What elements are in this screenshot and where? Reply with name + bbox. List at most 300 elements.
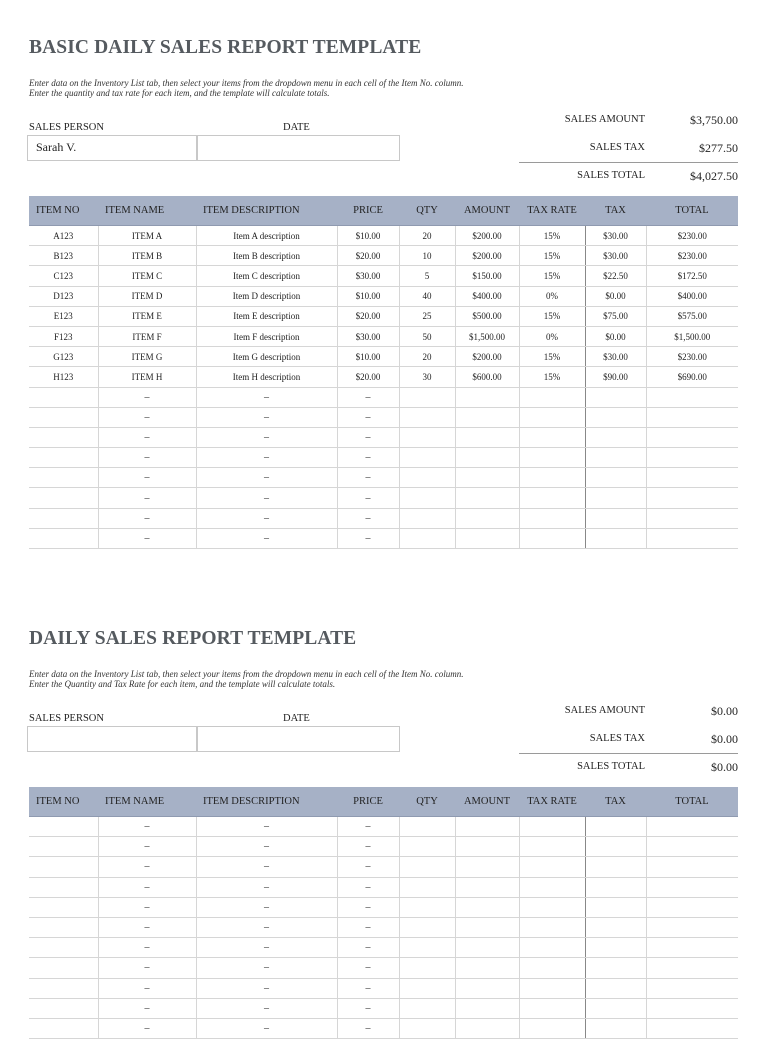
sales-amount-value: $3,750.00: [690, 113, 738, 127]
cell-tax[interactable]: $22.50: [585, 266, 646, 286]
cell-item-no[interactable]: [29, 877, 98, 897]
sales-tax-row: [519, 727, 738, 754]
cell-amount[interactable]: $150.00: [455, 266, 519, 286]
cell-total[interactable]: [646, 857, 738, 877]
cell-price[interactable]: $10.00: [337, 226, 399, 246]
cell-tax-rate[interactable]: [519, 817, 585, 837]
table-row: [29, 468, 738, 488]
cell-item-description[interactable]: Item E description: [196, 306, 337, 326]
cell-price[interactable]: –: [337, 407, 399, 427]
cell-tax-rate[interactable]: [519, 938, 585, 958]
cell-price[interactable]: –: [337, 448, 399, 468]
cell-tax[interactable]: [585, 468, 646, 488]
table-row: [29, 326, 738, 346]
cell-total[interactable]: [646, 897, 738, 917]
cell-total[interactable]: [646, 468, 738, 488]
cell-total[interactable]: [646, 488, 738, 508]
column-header-price: PRICE: [337, 196, 399, 226]
cell-item-name[interactable]: –: [98, 448, 196, 468]
cell-item-description[interactable]: Item F description: [196, 326, 337, 346]
cell-tax-rate[interactable]: [519, 427, 585, 447]
cell-tax[interactable]: [585, 387, 646, 407]
cell-tax-rate[interactable]: 15%: [519, 347, 585, 367]
cell-price[interactable]: –: [337, 468, 399, 488]
cell-tax-rate[interactable]: [519, 857, 585, 877]
cell-item-description[interactable]: –: [196, 528, 337, 548]
cell-qty[interactable]: 40: [399, 286, 455, 306]
cell-item-no[interactable]: D123: [29, 286, 98, 306]
cell-price[interactable]: –: [337, 817, 399, 837]
table-row: [29, 367, 738, 387]
cell-total[interactable]: [646, 958, 738, 978]
table-row: [29, 998, 738, 1018]
cell-tax[interactable]: [585, 448, 646, 468]
cell-item-no[interactable]: C123: [29, 266, 98, 286]
cell-item-no[interactable]: [29, 488, 98, 508]
cell-item-description[interactable]: –: [196, 488, 337, 508]
cell-qty[interactable]: [399, 468, 455, 488]
cell-tax-rate[interactable]: 15%: [519, 367, 585, 387]
cell-qty[interactable]: [399, 407, 455, 427]
cell-price[interactable]: $20.00: [337, 306, 399, 326]
cell-item-name[interactable]: –: [98, 938, 196, 958]
cell-item-no[interactable]: [29, 857, 98, 877]
cell-amount[interactable]: $1,500.00: [455, 326, 519, 346]
cell-tax[interactable]: [585, 978, 646, 998]
report-title: DAILY SALES REPORT TEMPLATE: [29, 628, 357, 649]
cell-total[interactable]: [646, 938, 738, 958]
cell-amount[interactable]: [455, 897, 519, 917]
table-row: [29, 837, 738, 857]
cell-qty[interactable]: 10: [399, 246, 455, 266]
cell-qty[interactable]: 20: [399, 347, 455, 367]
cell-price[interactable]: –: [337, 978, 399, 998]
column-header-qty: QTY: [399, 196, 455, 226]
cell-item-description[interactable]: Item B description: [196, 246, 337, 266]
cell-total[interactable]: $230.00: [646, 347, 738, 367]
cell-item-description[interactable]: –: [196, 387, 337, 407]
cell-price[interactable]: –: [337, 488, 399, 508]
column-header-tax: TAX: [585, 787, 646, 817]
cell-item-no[interactable]: [29, 837, 98, 857]
column-header-tax-rate: TAX RATE: [519, 787, 585, 817]
cell-item-name[interactable]: ITEM A: [98, 226, 196, 246]
cell-tax-rate[interactable]: 15%: [519, 226, 585, 246]
cell-item-description[interactable]: –: [196, 978, 337, 998]
cell-amount[interactable]: [455, 407, 519, 427]
cell-amount[interactable]: [455, 468, 519, 488]
cell-amount[interactable]: $200.00: [455, 246, 519, 266]
cell-item-no[interactable]: [29, 528, 98, 548]
cell-tax[interactable]: $90.00: [585, 367, 646, 387]
cell-item-no[interactable]: A123: [29, 226, 98, 246]
cell-price[interactable]: $20.00: [337, 246, 399, 266]
cell-qty[interactable]: 50: [399, 326, 455, 346]
cell-tax-rate[interactable]: [519, 488, 585, 508]
cell-item-description[interactable]: –: [196, 938, 337, 958]
cell-item-name[interactable]: –: [98, 407, 196, 427]
cell-price[interactable]: –: [337, 1018, 399, 1038]
cell-tax-rate[interactable]: [519, 917, 585, 937]
cell-tax[interactable]: [585, 817, 646, 837]
cell-qty[interactable]: [399, 998, 455, 1018]
table-row: [29, 528, 738, 548]
cell-amount[interactable]: [455, 917, 519, 937]
cell-item-name[interactable]: –: [98, 468, 196, 488]
cell-amount[interactable]: [455, 387, 519, 407]
table-header-row: [29, 196, 738, 226]
sales-total-row: [519, 164, 738, 192]
cell-price[interactable]: –: [337, 897, 399, 917]
date-field[interactable]: [197, 726, 400, 752]
cell-qty[interactable]: [399, 877, 455, 897]
cell-item-no[interactable]: H123: [29, 367, 98, 387]
cell-amount[interactable]: [455, 488, 519, 508]
cell-item-no[interactable]: [29, 938, 98, 958]
cell-amount[interactable]: [455, 1018, 519, 1038]
cell-item-description[interactable]: Item H description: [196, 367, 337, 387]
cell-total[interactable]: [646, 427, 738, 447]
column-header-total: TOTAL: [646, 787, 738, 817]
cell-item-name[interactable]: –: [98, 508, 196, 528]
cell-item-name[interactable]: –: [98, 387, 196, 407]
cell-item-no[interactable]: [29, 387, 98, 407]
cell-tax-rate[interactable]: 15%: [519, 306, 585, 326]
cell-amount[interactable]: [455, 528, 519, 548]
cell-item-name[interactable]: –: [98, 897, 196, 917]
cell-total[interactable]: $230.00: [646, 246, 738, 266]
cell-amount[interactable]: $400.00: [455, 286, 519, 306]
cell-total[interactable]: [646, 998, 738, 1018]
cell-qty[interactable]: [399, 387, 455, 407]
cell-item-name[interactable]: –: [98, 877, 196, 897]
cell-item-description[interactable]: –: [196, 427, 337, 447]
cell-tax-rate[interactable]: [519, 528, 585, 548]
date-field[interactable]: [197, 135, 400, 161]
cell-total[interactable]: $575.00: [646, 306, 738, 326]
cell-qty[interactable]: [399, 1018, 455, 1038]
cell-amount[interactable]: [455, 857, 519, 877]
cell-total[interactable]: $172.50: [646, 266, 738, 286]
cell-item-description[interactable]: –: [196, 897, 337, 917]
cell-tax[interactable]: [585, 958, 646, 978]
cell-price[interactable]: –: [337, 857, 399, 877]
cell-item-name[interactable]: –: [98, 917, 196, 937]
cell-qty[interactable]: [399, 508, 455, 528]
cell-total[interactable]: [646, 407, 738, 427]
cell-price[interactable]: $10.00: [337, 286, 399, 306]
cell-tax-rate[interactable]: [519, 998, 585, 1018]
table-row: [29, 958, 738, 978]
cell-item-no[interactable]: [29, 917, 98, 937]
cell-item-name[interactable]: ITEM H: [98, 367, 196, 387]
cell-qty[interactable]: 5: [399, 266, 455, 286]
cell-item-no[interactable]: [29, 897, 98, 917]
table-row: [29, 387, 738, 407]
sales-total-value: $0.00: [711, 760, 738, 774]
cell-qty[interactable]: [399, 958, 455, 978]
instructions: [29, 669, 464, 689]
column-header-item-description: ITEM DESCRIPTION: [196, 787, 337, 817]
cell-item-name[interactable]: –: [98, 958, 196, 978]
cell-tax[interactable]: [585, 877, 646, 897]
table-row: [29, 226, 738, 246]
cell-item-no[interactable]: [29, 448, 98, 468]
cell-item-name[interactable]: ITEM C: [98, 266, 196, 286]
table-row: [29, 488, 738, 508]
cell-total[interactable]: [646, 448, 738, 468]
cell-item-description[interactable]: –: [196, 958, 337, 978]
cell-price[interactable]: $20.00: [337, 367, 399, 387]
table-row: [29, 427, 738, 447]
cell-item-no[interactable]: [29, 407, 98, 427]
cell-total[interactable]: $1,500.00: [646, 326, 738, 346]
cell-tax-rate[interactable]: [519, 978, 585, 998]
cell-tax[interactable]: $30.00: [585, 347, 646, 367]
cell-tax[interactable]: [585, 528, 646, 548]
cell-price[interactable]: –: [337, 528, 399, 548]
cell-price[interactable]: –: [337, 958, 399, 978]
cell-qty[interactable]: [399, 917, 455, 937]
cell-price[interactable]: –: [337, 387, 399, 407]
cell-tax[interactable]: [585, 917, 646, 937]
cell-tax-rate[interactable]: [519, 448, 585, 468]
cell-tax-rate[interactable]: [519, 468, 585, 488]
cell-item-description[interactable]: Item A description: [196, 226, 337, 246]
column-header-amount: AMOUNT: [455, 196, 519, 226]
sales-tax-value: $0.00: [711, 732, 738, 746]
sales-table: [29, 787, 738, 1039]
report-title: BASIC DAILY SALES REPORT TEMPLATE: [29, 37, 422, 58]
cell-amount[interactable]: [455, 448, 519, 468]
cell-tax-rate[interactable]: [519, 958, 585, 978]
instruction-line-2: Enter the Quantity and Tax Rate for each item, and the template will calculate totals.: [29, 679, 336, 689]
cell-price[interactable]: –: [337, 877, 399, 897]
column-header-tax-rate: TAX RATE: [519, 196, 585, 226]
cell-amount[interactable]: [455, 508, 519, 528]
cell-item-description[interactable]: –: [196, 837, 337, 857]
cell-tax-rate[interactable]: [519, 837, 585, 857]
cell-amount[interactable]: $600.00: [455, 367, 519, 387]
column-header-item-name: ITEM NAME: [98, 787, 196, 817]
cell-qty[interactable]: [399, 837, 455, 857]
cell-price[interactable]: –: [337, 427, 399, 447]
cell-item-name[interactable]: –: [98, 817, 196, 837]
cell-item-name[interactable]: –: [98, 857, 196, 877]
cell-item-name[interactable]: –: [98, 427, 196, 447]
cell-item-name[interactable]: ITEM B: [98, 246, 196, 266]
cell-item-no[interactable]: [29, 817, 98, 837]
cell-qty[interactable]: [399, 857, 455, 877]
table-row: [29, 917, 738, 937]
cell-item-description[interactable]: Item G description: [196, 347, 337, 367]
instructions: [29, 78, 464, 98]
cell-total[interactable]: $400.00: [646, 286, 738, 306]
cell-price[interactable]: $30.00: [337, 266, 399, 286]
cell-qty[interactable]: 25: [399, 306, 455, 326]
cell-item-no[interactable]: [29, 508, 98, 528]
table-row: [29, 347, 738, 367]
cell-item-no[interactable]: B123: [29, 246, 98, 266]
cell-total[interactable]: [646, 528, 738, 548]
table-row: [29, 407, 738, 427]
cell-qty[interactable]: [399, 448, 455, 468]
cell-item-description[interactable]: –: [196, 998, 337, 1018]
cell-item-name[interactable]: –: [98, 488, 196, 508]
sales-total-label: SALES TOTAL: [577, 170, 645, 181]
cell-total[interactable]: [646, 817, 738, 837]
cell-tax-rate[interactable]: 0%: [519, 286, 585, 306]
sales-tax-label: SALES TAX: [589, 142, 645, 153]
instruction-line-2: Enter the quantity and tax rate for each item, and the template will calculate totals.: [29, 88, 330, 98]
cell-tax-rate[interactable]: 0%: [519, 326, 585, 346]
column-header-item-name: ITEM NAME: [98, 196, 196, 226]
cell-tax-rate[interactable]: [519, 877, 585, 897]
cell-tax[interactable]: [585, 857, 646, 877]
cell-total[interactable]: [646, 1018, 738, 1038]
cell-amount[interactable]: [455, 938, 519, 958]
cell-item-no[interactable]: [29, 958, 98, 978]
cell-item-description[interactable]: –: [196, 817, 337, 837]
cell-qty[interactable]: [399, 817, 455, 837]
cell-amount[interactable]: [455, 817, 519, 837]
cell-tax[interactable]: [585, 508, 646, 528]
cell-tax[interactable]: $0.00: [585, 286, 646, 306]
cell-qty[interactable]: [399, 897, 455, 917]
cell-item-name[interactable]: –: [98, 998, 196, 1018]
cell-price[interactable]: –: [337, 508, 399, 528]
cell-tax[interactable]: [585, 837, 646, 857]
cell-tax[interactable]: $30.00: [585, 226, 646, 246]
cell-item-no[interactable]: G123: [29, 347, 98, 367]
date-label: DATE: [283, 122, 310, 133]
column-header-item-no: ITEM NO: [29, 787, 98, 817]
cell-price[interactable]: –: [337, 837, 399, 857]
table-row: [29, 978, 738, 998]
cell-item-description[interactable]: –: [196, 877, 337, 897]
cell-item-no[interactable]: [29, 978, 98, 998]
cell-tax[interactable]: [585, 407, 646, 427]
sales-tax-label: SALES TAX: [589, 733, 645, 744]
cell-amount[interactable]: [455, 998, 519, 1018]
cell-tax[interactable]: [585, 488, 646, 508]
cell-item-no[interactable]: [29, 427, 98, 447]
cell-item-description[interactable]: Item C description: [196, 266, 337, 286]
cell-qty[interactable]: [399, 528, 455, 548]
cell-amount[interactable]: [455, 978, 519, 998]
cell-price[interactable]: –: [337, 917, 399, 937]
cell-tax[interactable]: [585, 1018, 646, 1038]
cell-tax-rate[interactable]: [519, 508, 585, 528]
sales-amount-row: [519, 699, 738, 727]
cell-item-description[interactable]: –: [196, 857, 337, 877]
cell-item-name[interactable]: ITEM G: [98, 347, 196, 367]
cell-total[interactable]: [646, 387, 738, 407]
cell-amount[interactable]: $200.00: [455, 347, 519, 367]
sales-tax-value: $277.50: [699, 141, 738, 155]
cell-qty[interactable]: [399, 488, 455, 508]
cell-qty[interactable]: [399, 978, 455, 998]
cell-item-description[interactable]: –: [196, 407, 337, 427]
cell-item-no[interactable]: [29, 1018, 98, 1038]
cell-total[interactable]: $690.00: [646, 367, 738, 387]
table-header-row: [29, 787, 738, 817]
instruction-line-1: Enter data on the Inventory List tab, then select your items from the dropdown menu in each cell of the Item No. column.: [29, 78, 464, 88]
cell-item-description[interactable]: Item D description: [196, 286, 337, 306]
cell-tax-rate[interactable]: 15%: [519, 246, 585, 266]
cell-qty[interactable]: [399, 938, 455, 958]
table-row: [29, 857, 738, 877]
cell-amount[interactable]: $200.00: [455, 226, 519, 246]
cell-amount[interactable]: [455, 837, 519, 857]
cell-item-description[interactable]: –: [196, 448, 337, 468]
cell-item-name[interactable]: –: [98, 1018, 196, 1038]
cell-tax[interactable]: $30.00: [585, 246, 646, 266]
table-row: [29, 1018, 738, 1038]
cell-tax[interactable]: $0.00: [585, 326, 646, 346]
cell-total[interactable]: [646, 837, 738, 857]
cell-tax[interactable]: [585, 998, 646, 1018]
cell-total[interactable]: [646, 917, 738, 937]
cell-item-name[interactable]: –: [98, 528, 196, 548]
cell-tax-rate[interactable]: [519, 387, 585, 407]
cell-item-name[interactable]: –: [98, 978, 196, 998]
cell-amount[interactable]: [455, 427, 519, 447]
cell-price[interactable]: –: [337, 938, 399, 958]
cell-tax-rate[interactable]: [519, 1018, 585, 1038]
cell-tax[interactable]: [585, 897, 646, 917]
cell-tax[interactable]: [585, 938, 646, 958]
cell-item-name[interactable]: ITEM D: [98, 286, 196, 306]
cell-total[interactable]: $230.00: [646, 226, 738, 246]
cell-amount[interactable]: [455, 958, 519, 978]
cell-item-no[interactable]: [29, 998, 98, 1018]
column-header-item-no: ITEM NO: [29, 196, 98, 226]
cell-tax-rate[interactable]: [519, 897, 585, 917]
cell-price[interactable]: –: [337, 998, 399, 1018]
cell-qty[interactable]: 30: [399, 367, 455, 387]
cell-item-description[interactable]: –: [196, 468, 337, 488]
sales-person-label: SALES PERSON: [29, 122, 104, 133]
cell-item-no[interactable]: F123: [29, 326, 98, 346]
cell-item-no[interactable]: [29, 468, 98, 488]
cell-item-description[interactable]: –: [196, 508, 337, 528]
sales-person-field[interactable]: [27, 726, 197, 752]
cell-item-description[interactable]: –: [196, 917, 337, 937]
cell-total[interactable]: [646, 877, 738, 897]
cell-qty[interactable]: [399, 427, 455, 447]
cell-tax-rate[interactable]: 15%: [519, 266, 585, 286]
cell-item-name[interactable]: –: [98, 837, 196, 857]
table-row: [29, 508, 738, 528]
column-header-tax: TAX: [585, 196, 646, 226]
sales-person-field[interactable]: Sarah V.: [27, 135, 197, 161]
cell-total[interactable]: [646, 978, 738, 998]
cell-amount[interactable]: $500.00: [455, 306, 519, 326]
cell-item-description[interactable]: –: [196, 1018, 337, 1038]
cell-price[interactable]: $30.00: [337, 326, 399, 346]
cell-tax[interactable]: [585, 427, 646, 447]
cell-qty[interactable]: 20: [399, 226, 455, 246]
cell-item-name[interactable]: ITEM E: [98, 306, 196, 326]
cell-total[interactable]: [646, 508, 738, 528]
cell-tax[interactable]: $75.00: [585, 306, 646, 326]
cell-item-name[interactable]: ITEM F: [98, 326, 196, 346]
cell-item-no[interactable]: E123: [29, 306, 98, 326]
cell-amount[interactable]: [455, 877, 519, 897]
cell-price[interactable]: $10.00: [337, 347, 399, 367]
cell-tax-rate[interactable]: [519, 407, 585, 427]
